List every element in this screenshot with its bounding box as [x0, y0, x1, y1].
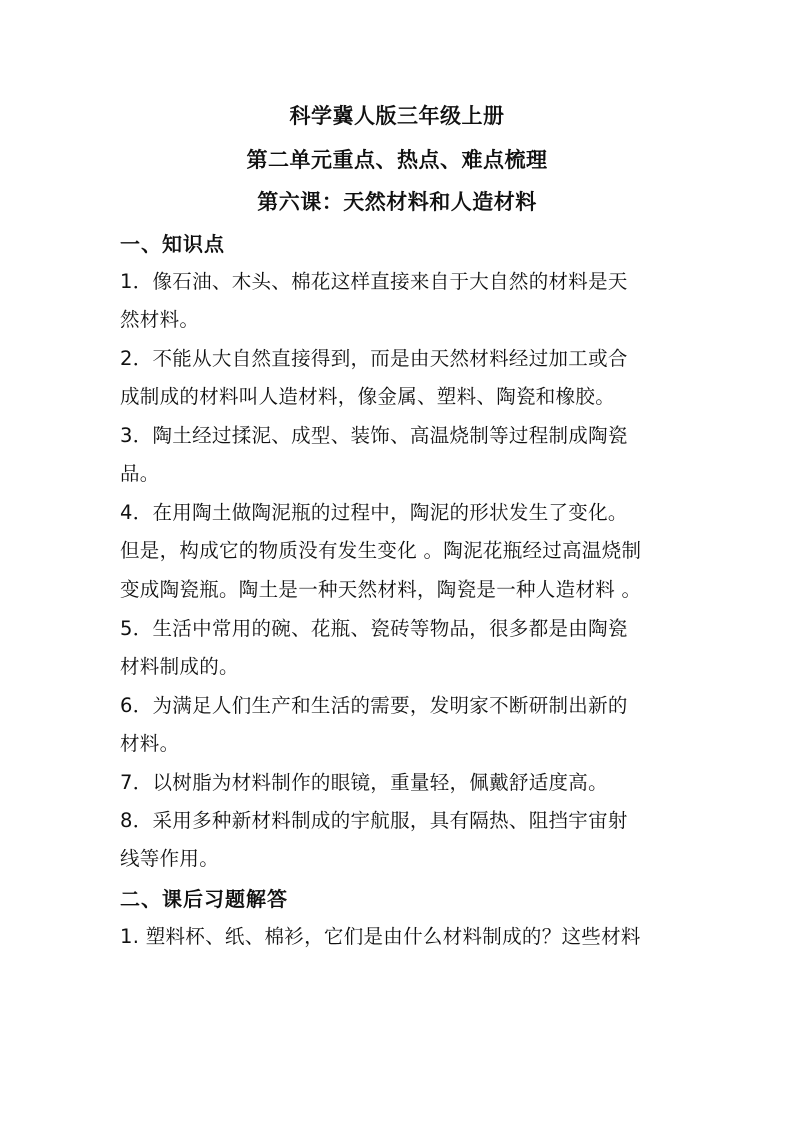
paragraph-line: 2．不能从大自然直接得到，而是由天然材料经过加工或合	[120, 347, 628, 370]
unit-subtitle: 第二单元重点、热点、难点梳理	[246, 148, 548, 172]
knowledge-point-7	[120, 764, 680, 802]
knowledge-point-4	[120, 494, 680, 609]
paragraph-line: 材料。	[120, 732, 180, 756]
knowledge-point-3	[120, 417, 680, 494]
paragraph-line: 5．生活中常用的碗、花瓶、瓷砖等物品，很多都是由陶瓷	[120, 617, 628, 640]
knowledge-point-8	[120, 802, 680, 879]
section-heading-exercise-answers: 二、课后习题解答	[120, 887, 288, 911]
paragraph-line: 7．以树脂为材料制作的眼镜，重量轻，佩戴舒适度高。	[120, 771, 608, 794]
knowledge-point-5	[120, 610, 680, 687]
paragraph-line: 成制成的材料叫人造材料，像金属、塑料、陶瓷和橡胶。	[120, 385, 616, 409]
paragraph-line: 变成陶瓷瓶。陶土是一种天然材料，陶瓷是一种人造材料 。	[120, 577, 642, 601]
document-title: 科学冀人版三年级上册	[289, 104, 505, 128]
paragraph-line: 1．像石油、木头、棉花这样直接来自于大自然的材料是天	[120, 270, 628, 293]
lesson-title: 第六课：天然材料和人造材料	[257, 190, 537, 214]
knowledge-point-2	[120, 340, 680, 417]
exercise-1	[120, 918, 680, 956]
paragraph-line: 8．采用多种新材料制成的宇航服，具有隔热、阻挡宇宙射	[120, 809, 628, 832]
paragraph-line: 6．为满足人们生产和生活的需要，发明家不断研制出新的	[120, 694, 628, 717]
paragraph-line: 1. 塑料杯、纸、棉衫，它们是由什么材料制成的？这些材料	[120, 925, 641, 948]
paragraph-line: 然材料。	[120, 308, 200, 332]
section-heading-knowledge-points: 一、知识点	[120, 232, 225, 256]
paragraph-line: 线等作用。	[120, 847, 220, 871]
knowledge-point-6	[120, 687, 680, 764]
paragraph-line: 品。	[120, 462, 160, 486]
paragraph-line: 但是，构成它的物质没有发生变化 。陶泥花瓶经过高温烧制	[120, 539, 642, 563]
paragraph-line: 材料制成的。	[120, 655, 239, 679]
paragraph-line: 3．陶土经过揉泥、成型、装饰、高温烧制等过程制成陶瓷	[120, 424, 628, 447]
knowledge-point-1	[120, 263, 680, 340]
paragraph-line: 4．在用陶土做陶泥瓶的过程中，陶泥的形状发生了变化。	[120, 501, 628, 524]
